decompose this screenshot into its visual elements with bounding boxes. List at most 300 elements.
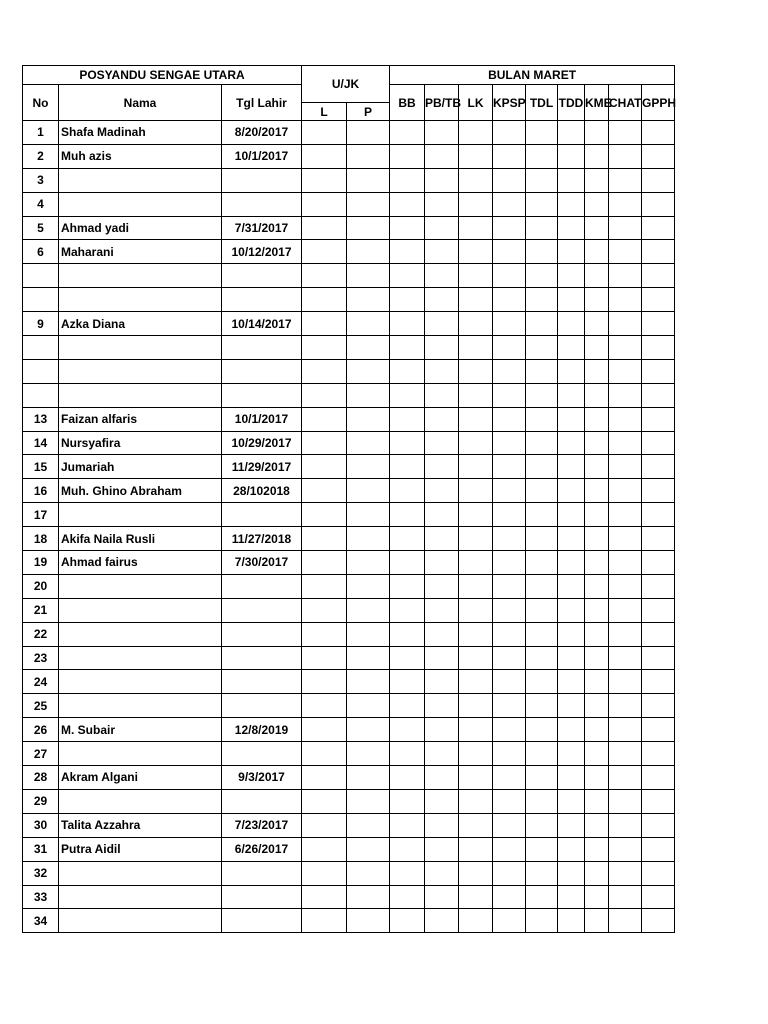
cell-kme	[585, 718, 609, 742]
cell-gpph	[642, 144, 675, 168]
cell-tdl	[526, 479, 558, 503]
cell-kpsp	[493, 861, 526, 885]
child-name: Shafa Madinah	[59, 121, 222, 145]
cell-tdl	[526, 407, 558, 431]
cell-lk	[459, 192, 493, 216]
cell-kme	[585, 861, 609, 885]
cell-tdd	[558, 646, 585, 670]
cell-kme	[585, 622, 609, 646]
cell-tdl	[526, 766, 558, 790]
cell-tdl	[526, 455, 558, 479]
cell-tdl	[526, 789, 558, 813]
cell-pb-tb	[425, 359, 459, 383]
child-name: Putra Aidil	[59, 837, 222, 861]
row-number	[23, 383, 59, 407]
row-number: 14	[23, 431, 59, 455]
cell-kpsp	[493, 813, 526, 837]
cell-chat	[609, 407, 642, 431]
row-number: 33	[23, 885, 59, 909]
row-number: 1	[23, 121, 59, 145]
posyandu-title: POSYANDU SENGAE UTARA	[23, 66, 302, 85]
cell-tdl	[526, 288, 558, 312]
cell-lk	[459, 144, 493, 168]
cell-kme	[585, 455, 609, 479]
cell-chat	[609, 455, 642, 479]
cell-p	[347, 789, 390, 813]
row-number: 3	[23, 168, 59, 192]
cell-kme	[585, 168, 609, 192]
cell-chat	[609, 144, 642, 168]
cell-bb	[390, 359, 425, 383]
cell-p	[347, 670, 390, 694]
cell-bb	[390, 383, 425, 407]
col-header-chat: CHAT	[609, 85, 642, 121]
cell-pb-tb	[425, 837, 459, 861]
birth-date: 28/102018	[222, 479, 302, 503]
cell-bb	[390, 837, 425, 861]
cell-tdl	[526, 383, 558, 407]
cell-l	[302, 574, 347, 598]
col-header-no: No	[23, 85, 59, 121]
cell-kme	[585, 336, 609, 360]
cell-chat	[609, 766, 642, 790]
child-name	[59, 694, 222, 718]
cell-tdl	[526, 168, 558, 192]
cell-tdl	[526, 431, 558, 455]
row-number	[23, 336, 59, 360]
cell-kme	[585, 288, 609, 312]
table-row	[23, 813, 675, 837]
col-header-bb: BB	[390, 85, 425, 121]
cell-bb	[390, 121, 425, 145]
birth-date: 12/8/2019	[222, 718, 302, 742]
birth-date: 11/29/2017	[222, 455, 302, 479]
cell-p	[347, 383, 390, 407]
cell-tdd	[558, 359, 585, 383]
cell-kpsp	[493, 551, 526, 575]
cell-pb-tb	[425, 885, 459, 909]
row-number: 5	[23, 216, 59, 240]
cell-lk	[459, 574, 493, 598]
row-number: 26	[23, 718, 59, 742]
child-name: Ahmad fairus	[59, 551, 222, 575]
cell-p	[347, 837, 390, 861]
header-row-1	[23, 66, 675, 85]
cell-kpsp	[493, 909, 526, 933]
cell-l	[302, 789, 347, 813]
cell-bb	[390, 598, 425, 622]
cell-chat	[609, 718, 642, 742]
cell-lk	[459, 646, 493, 670]
cell-gpph	[642, 622, 675, 646]
cell-l	[302, 121, 347, 145]
row-number: 22	[23, 622, 59, 646]
cell-kme	[585, 312, 609, 336]
child-name	[59, 646, 222, 670]
cell-gpph	[642, 264, 675, 288]
birth-date	[222, 598, 302, 622]
posyandu-table	[22, 65, 675, 933]
cell-kpsp	[493, 359, 526, 383]
cell-p	[347, 288, 390, 312]
cell-bb	[390, 264, 425, 288]
cell-p	[347, 861, 390, 885]
cell-l	[302, 551, 347, 575]
cell-p	[347, 216, 390, 240]
child-name	[59, 383, 222, 407]
cell-pb-tb	[425, 742, 459, 766]
row-number: 13	[23, 407, 59, 431]
table-row	[23, 885, 675, 909]
cell-pb-tb	[425, 479, 459, 503]
cell-chat	[609, 622, 642, 646]
cell-gpph	[642, 359, 675, 383]
cell-lk	[459, 121, 493, 145]
child-name: Nursyafira	[59, 431, 222, 455]
cell-pb-tb	[425, 503, 459, 527]
cell-gpph	[642, 527, 675, 551]
table-row	[23, 551, 675, 575]
cell-bb	[390, 144, 425, 168]
cell-tdd	[558, 909, 585, 933]
cell-kme	[585, 407, 609, 431]
cell-tdd	[558, 789, 585, 813]
cell-kpsp	[493, 144, 526, 168]
child-name	[59, 336, 222, 360]
birth-date	[222, 336, 302, 360]
cell-tdd	[558, 861, 585, 885]
birth-date	[222, 694, 302, 718]
row-number: 28	[23, 766, 59, 790]
cell-kme	[585, 670, 609, 694]
cell-l	[302, 766, 347, 790]
cell-l	[302, 646, 347, 670]
cell-tdl	[526, 312, 558, 336]
cell-pb-tb	[425, 598, 459, 622]
cell-tdl	[526, 121, 558, 145]
cell-pb-tb	[425, 766, 459, 790]
col-header-pb-tb: PB/TB	[425, 85, 459, 121]
cell-pb-tb	[425, 718, 459, 742]
cell-chat	[609, 789, 642, 813]
cell-bb	[390, 742, 425, 766]
cell-kpsp	[493, 168, 526, 192]
cell-tdl	[526, 503, 558, 527]
cell-bb	[390, 407, 425, 431]
cell-p	[347, 646, 390, 670]
cell-kme	[585, 527, 609, 551]
cell-pb-tb	[425, 264, 459, 288]
cell-lk	[459, 455, 493, 479]
cell-tdd	[558, 431, 585, 455]
cell-kpsp	[493, 527, 526, 551]
cell-gpph	[642, 168, 675, 192]
cell-tdd	[558, 240, 585, 264]
cell-tdl	[526, 574, 558, 598]
row-number: 16	[23, 479, 59, 503]
cell-p	[347, 192, 390, 216]
cell-kme	[585, 192, 609, 216]
cell-tdl	[526, 885, 558, 909]
cell-chat	[609, 861, 642, 885]
cell-tdd	[558, 837, 585, 861]
cell-lk	[459, 216, 493, 240]
cell-tdd	[558, 336, 585, 360]
row-number: 23	[23, 646, 59, 670]
table-row	[23, 216, 675, 240]
cell-lk	[459, 168, 493, 192]
cell-pb-tb	[425, 216, 459, 240]
row-number: 29	[23, 789, 59, 813]
birth-date	[222, 646, 302, 670]
cell-bb	[390, 646, 425, 670]
cell-chat	[609, 837, 642, 861]
cell-l	[302, 527, 347, 551]
uj-header: U/JK	[302, 66, 390, 103]
cell-bb	[390, 574, 425, 598]
col-header-nama: Nama	[59, 85, 222, 121]
cell-l	[302, 407, 347, 431]
table-row	[23, 789, 675, 813]
cell-l	[302, 909, 347, 933]
table-row	[23, 622, 675, 646]
cell-l	[302, 670, 347, 694]
col-header-tdl: TDL	[526, 85, 558, 121]
cell-lk	[459, 240, 493, 264]
cell-lk	[459, 359, 493, 383]
cell-kpsp	[493, 312, 526, 336]
cell-tdl	[526, 646, 558, 670]
cell-kpsp	[493, 694, 526, 718]
cell-tdl	[526, 622, 558, 646]
cell-kpsp	[493, 264, 526, 288]
cell-kpsp	[493, 789, 526, 813]
cell-kpsp	[493, 216, 526, 240]
cell-pb-tb	[425, 527, 459, 551]
child-name: Akram Algani	[59, 766, 222, 790]
row-number: 2	[23, 144, 59, 168]
cell-gpph	[642, 742, 675, 766]
cell-chat	[609, 431, 642, 455]
cell-tdl	[526, 837, 558, 861]
cell-kme	[585, 646, 609, 670]
table-row	[23, 431, 675, 455]
cell-tdd	[558, 144, 585, 168]
row-number: 19	[23, 551, 59, 575]
cell-kme	[585, 479, 609, 503]
cell-kpsp	[493, 431, 526, 455]
row-number: 34	[23, 909, 59, 933]
cell-bb	[390, 216, 425, 240]
cell-pb-tb	[425, 168, 459, 192]
cell-kpsp	[493, 837, 526, 861]
cell-tdl	[526, 527, 558, 551]
birth-date	[222, 861, 302, 885]
cell-tdl	[526, 861, 558, 885]
cell-kme	[585, 742, 609, 766]
birth-date	[222, 168, 302, 192]
cell-chat	[609, 479, 642, 503]
cell-bb	[390, 670, 425, 694]
cell-pb-tb	[425, 694, 459, 718]
cell-l	[302, 742, 347, 766]
cell-bb	[390, 192, 425, 216]
cell-tdd	[558, 264, 585, 288]
cell-gpph	[642, 837, 675, 861]
cell-lk	[459, 503, 493, 527]
cell-kme	[585, 789, 609, 813]
cell-l	[302, 861, 347, 885]
cell-lk	[459, 431, 493, 455]
cell-lk	[459, 479, 493, 503]
cell-bb	[390, 789, 425, 813]
row-number: 32	[23, 861, 59, 885]
table-row	[23, 383, 675, 407]
cell-kme	[585, 766, 609, 790]
cell-lk	[459, 312, 493, 336]
table-row	[23, 479, 675, 503]
cell-lk	[459, 407, 493, 431]
cell-kpsp	[493, 121, 526, 145]
cell-p	[347, 813, 390, 837]
cell-l	[302, 455, 347, 479]
cell-gpph	[642, 718, 675, 742]
birth-date	[222, 288, 302, 312]
birth-date: 11/27/2018	[222, 527, 302, 551]
cell-l	[302, 598, 347, 622]
cell-p	[347, 909, 390, 933]
cell-kme	[585, 240, 609, 264]
cell-gpph	[642, 598, 675, 622]
cell-lk	[459, 383, 493, 407]
cell-p	[347, 407, 390, 431]
cell-pb-tb	[425, 455, 459, 479]
cell-tdl	[526, 264, 558, 288]
cell-chat	[609, 670, 642, 694]
cell-bb	[390, 622, 425, 646]
table-row	[23, 670, 675, 694]
col-header-p: P	[347, 103, 390, 121]
cell-tdd	[558, 527, 585, 551]
birth-date: 10/12/2017	[222, 240, 302, 264]
cell-pb-tb	[425, 551, 459, 575]
cell-l	[302, 718, 347, 742]
cell-lk	[459, 598, 493, 622]
cell-bb	[390, 718, 425, 742]
table-row	[23, 168, 675, 192]
cell-pb-tb	[425, 288, 459, 312]
cell-tdl	[526, 598, 558, 622]
cell-p	[347, 359, 390, 383]
cell-bb	[390, 551, 425, 575]
cell-gpph	[642, 813, 675, 837]
row-number: 20	[23, 574, 59, 598]
cell-kme	[585, 909, 609, 933]
cell-pb-tb	[425, 622, 459, 646]
birth-date	[222, 885, 302, 909]
birth-date: 9/3/2017	[222, 766, 302, 790]
child-name	[59, 168, 222, 192]
cell-kpsp	[493, 598, 526, 622]
cell-lk	[459, 837, 493, 861]
cell-kpsp	[493, 622, 526, 646]
cell-tdl	[526, 742, 558, 766]
cell-p	[347, 885, 390, 909]
table-row	[23, 336, 675, 360]
cell-gpph	[642, 861, 675, 885]
cell-pb-tb	[425, 646, 459, 670]
cell-gpph	[642, 694, 675, 718]
row-number: 30	[23, 813, 59, 837]
cell-bb	[390, 240, 425, 264]
cell-l	[302, 359, 347, 383]
cell-pb-tb	[425, 407, 459, 431]
cell-chat	[609, 598, 642, 622]
cell-kme	[585, 574, 609, 598]
cell-tdd	[558, 551, 585, 575]
cell-pb-tb	[425, 861, 459, 885]
birth-date	[222, 359, 302, 383]
cell-gpph	[642, 121, 675, 145]
cell-bb	[390, 312, 425, 336]
cell-kpsp	[493, 503, 526, 527]
cell-l	[302, 216, 347, 240]
table-row	[23, 407, 675, 431]
cell-lk	[459, 694, 493, 718]
birth-date: 7/23/2017	[222, 813, 302, 837]
cell-gpph	[642, 479, 675, 503]
cell-tdl	[526, 718, 558, 742]
cell-chat	[609, 813, 642, 837]
cell-kpsp	[493, 336, 526, 360]
cell-bb	[390, 813, 425, 837]
child-name: Maharani	[59, 240, 222, 264]
cell-kme	[585, 837, 609, 861]
cell-kme	[585, 121, 609, 145]
table-row	[23, 455, 675, 479]
cell-chat	[609, 264, 642, 288]
cell-lk	[459, 742, 493, 766]
table-row	[23, 192, 675, 216]
row-number: 21	[23, 598, 59, 622]
cell-kpsp	[493, 670, 526, 694]
cell-kpsp	[493, 742, 526, 766]
cell-p	[347, 240, 390, 264]
cell-kme	[585, 813, 609, 837]
cell-tdl	[526, 694, 558, 718]
child-name: Ahmad yadi	[59, 216, 222, 240]
cell-p	[347, 551, 390, 575]
cell-lk	[459, 264, 493, 288]
cell-pb-tb	[425, 431, 459, 455]
cell-tdd	[558, 885, 585, 909]
cell-gpph	[642, 789, 675, 813]
child-name	[59, 503, 222, 527]
cell-p	[347, 121, 390, 145]
cell-kpsp	[493, 383, 526, 407]
cell-chat	[609, 383, 642, 407]
cell-l	[302, 383, 347, 407]
cell-p	[347, 527, 390, 551]
cell-chat	[609, 551, 642, 575]
cell-l	[302, 813, 347, 837]
table-row	[23, 312, 675, 336]
cell-tdd	[558, 574, 585, 598]
row-number: 6	[23, 240, 59, 264]
cell-tdd	[558, 670, 585, 694]
cell-kme	[585, 359, 609, 383]
cell-tdl	[526, 359, 558, 383]
